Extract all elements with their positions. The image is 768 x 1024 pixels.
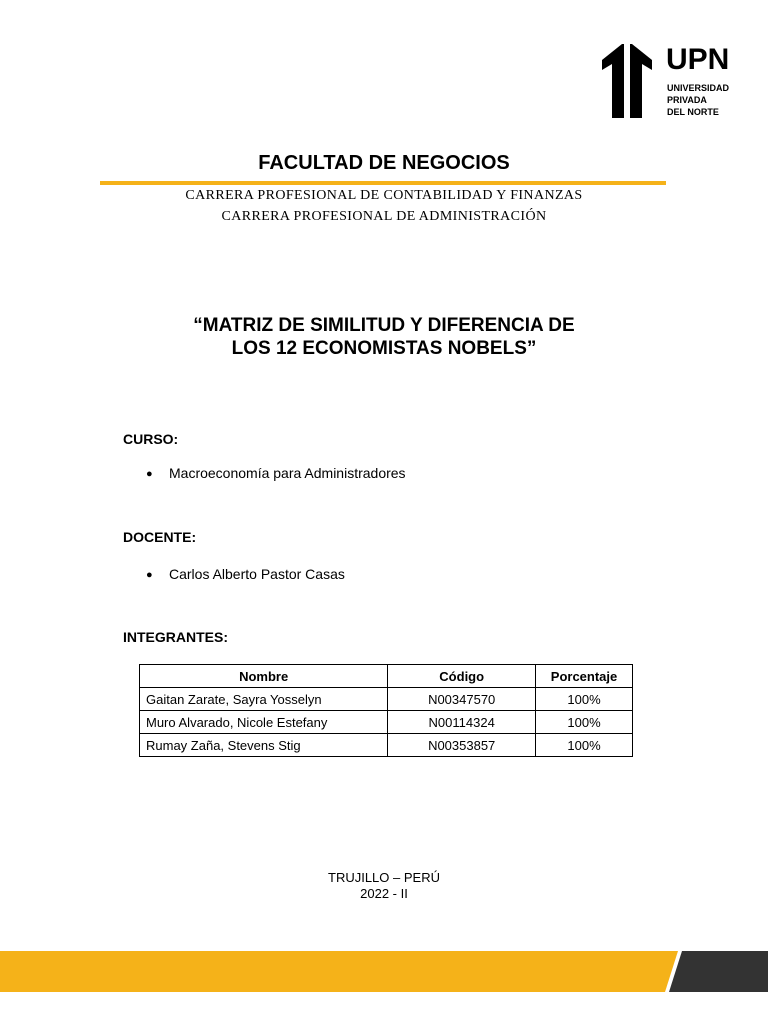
header-nombre: Nombre [140,665,388,688]
member-code: N00353857 [388,734,536,757]
docente-item [146,566,345,582]
table-header-row [140,665,633,688]
career-line-1: CARRERA PROFESIONAL DE CONTABILIDAD Y FINANZAS [185,188,583,203]
member-code: N00114324 [388,711,536,734]
footer-city: TRUJILLO – PERÚ [328,870,440,885]
document-title-line-1: “MATRIZ DE SIMILITUD Y DIFERENCIA DE [193,315,575,336]
bullet-icon: ● [146,569,153,581]
members-table [139,664,633,757]
header-porcentaje: Porcentaje [536,665,633,688]
member-name: Muro Alvarado, Nicole Estefany [140,711,388,734]
table-row [140,734,633,757]
career-line-2: CARRERA PROFESIONAL DE ADMINISTRACIÓN [221,209,547,224]
upn-logo [600,40,730,120]
table-row [140,711,633,734]
document-title-line-2: LOS 12 ECONOMISTAS NOBELS” [231,338,537,359]
accent-divider [100,181,666,185]
member-code: N00347570 [388,688,536,711]
logo-line-1: UNIVERSIDAD [667,83,730,93]
document-title [0,314,768,360]
upn-logo-mark-icon [602,44,652,118]
faculty-title: FACULTAD DE NEGOCIOS [258,152,510,174]
member-percentage: 100% [536,711,633,734]
curso-label: CURSO: [123,431,179,447]
integrantes-label: INTEGRANTES: [123,629,228,645]
curso-value: Macroeconomía para Administradores [169,465,406,481]
footer-band-yellow [0,951,768,992]
member-name: Gaitan Zarate, Sayra Yosselyn [140,688,388,711]
logo-line-2: PRIVADA [667,95,707,105]
curso-item [146,465,406,481]
footer-band [0,951,768,992]
member-percentage: 100% [536,688,633,711]
docente-value: Carlos Alberto Pastor Casas [169,566,345,582]
docente-label: DOCENTE: [123,529,197,545]
logo-wordmark: UPN [666,43,730,76]
footer-period: 2022 - II [360,886,408,901]
header-codigo: Código [388,665,536,688]
member-name: Rumay Zaña, Stevens Stig [140,734,388,757]
footer-band-dark [667,951,768,992]
bullet-icon: ● [146,468,153,480]
member-percentage: 100% [536,734,633,757]
table-row [140,688,633,711]
logo-line-3: DEL NORTE [667,107,719,117]
